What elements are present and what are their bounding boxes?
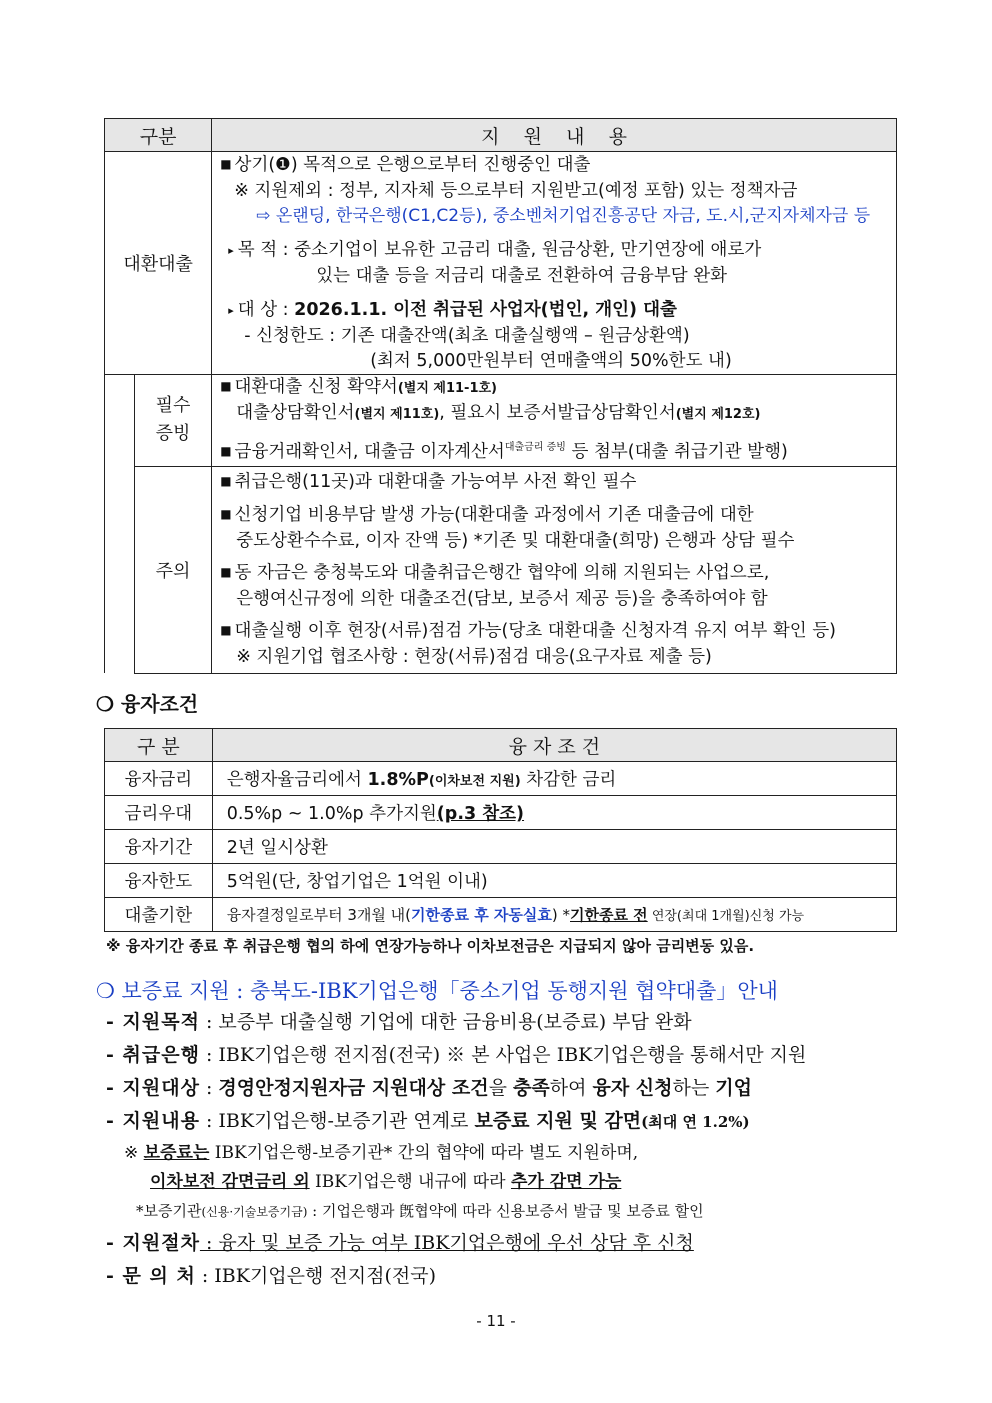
text-line: 있는 대출 등을 저금리 대출로 전환하여 금융부담 완화	[316, 265, 728, 286]
item-text: 을	[488, 1077, 513, 1099]
row-label: 융자금리	[105, 762, 213, 796]
table-header-terms: 융 자 조 건	[212, 729, 896, 762]
row-content-pilsu: ■ 대환대출 신청 확약서(별지 제11-1호) 대출상담확인서(별지 제11호), 필요시 보증서발급상담확인서(별지 제12호) ■ 금융거래확인서, 대출금 이자계산서$^{대출금리 증빙}$ 등 첨부(대출 취급기관 발행)	[212, 375, 897, 467]
text-line: 상기(❶) 목적으로 은행으로부터 진행중인 대출	[234, 154, 591, 175]
text: 연장(최대 1개월)신청 가능	[647, 909, 805, 924]
row-content: 2년 일시상환	[212, 830, 896, 864]
row-label: 대출기한	[105, 898, 213, 932]
table-header-category: 구분	[105, 119, 212, 152]
text-line: ※ 지원제외 : 정부, 지자체 등으로부터 지원받고(예정 포함) 있는 정책자금	[234, 180, 798, 201]
text-line: 등 첨부(대출 취급기관 발행)	[565, 441, 788, 462]
item-text-bold: 융자 신청	[592, 1077, 673, 1099]
item-text: 하여	[549, 1077, 593, 1099]
row-content	[212, 762, 896, 796]
text-line: ⇨ 온랜딩, 한국은행(C1,C2등), 중소벤처기업진흥공단 자금, 도.시,군지자체자금 등	[256, 205, 871, 226]
row-content	[212, 898, 896, 932]
row-label: 융자기간	[105, 830, 213, 864]
row-content-daehwan: ■ 상기(❶) 목적으로 은행으로부터 진행중인 대출 ※ 지원제외 : 정부, 지자체 등으로부터 지원받고(예정 포함) 있는 정책자금 ⇨ 온랜딩, 한국은행(C1,C2등), 중소벤처기업진흥공단 자금, 도.시,군지자체자금 등 ▸ 목 적 : 중소기업이 보유한 고금리 대출, 원금상환, 만기연장에 애로가 있는 대출 등을 저금리 대출로 전환하여 금융부담 완화 ▸ 대 상 : 2026.1.1. 이전 취급된 사업자(법인, 개인) 대출 - 신청한도 : 기존 대출잔액(최초 대출실행액 – 원금상환액) (최저 5,000만원부터 연매출액의 50%한도 내)	[212, 152, 897, 375]
item-label: - 지원목적	[106, 1011, 200, 1033]
table-header-content: 지 원 내 용	[212, 119, 897, 152]
text-line-bold: (별지 제12호)	[675, 407, 761, 422]
text-line-bold: 2026.1.1. 이전 취급된 사업자(법인, 개인) 대출	[294, 299, 677, 320]
note-text-bold: 이차보전 감면금리 외	[150, 1172, 310, 1192]
item-text: : 보증부 대출실행 기업에 대한 금융비용(보증료) 부담 완화	[199, 1011, 692, 1033]
text-line-bold: (별지 제11-1호)	[397, 381, 498, 396]
row-label: 금리우대	[105, 796, 213, 830]
row-content-juui: ■ 취급은행(11곳)과 대환대출 가능여부 사전 확인 필수 ■ 신청기업 비용부담 발생 가능(대환대출 과정에서 기존 대출금에 대한 중도상환수수료, 이자 잔액 등) *기존 및 대환대출(희망) 은행과 상담 필수 ■ 동 자금은 충청북도와 대출취급은행간 협약에 의해 지원되는 사업으로, 은행여신규정에 의한 대출조건(담보, 보증서 제공 등)을 충족하여야 함 ■ 대출실행 이후 현장(서류)점검 가능(당초 대환대출 신청자격 유지 여부 확인 등) ※ 지원기업 협조사항 : 현장(서류)점검 대응(요구자료 제출 등)	[212, 466, 897, 673]
text-bold: (p.3 참조)	[436, 804, 525, 824]
text-line: - 신청한도 : 기존 대출잔액(최초 대출실행액 – 원금상환액)	[244, 325, 690, 346]
item-label: - 지원내용	[106, 1110, 200, 1132]
superscript: 대출금리 증빙	[504, 442, 566, 453]
loan-terms-table	[104, 728, 897, 932]
note-text: (신용·기술보증기금)	[201, 1205, 308, 1219]
text-line: 취급은행(11곳)과 대환대출 가능여부 사전 확인 필수	[234, 471, 637, 492]
text-line: 대환대출 신청 확약서	[234, 377, 398, 397]
item-text-bold: (최대 연 1.2%)	[641, 1113, 750, 1131]
loan-terms-note: ※ 융자기간 종료 후 취급은행 협의 하에 연장가능하나 이차보전금은 지급되지 않아 금리변동 있음.	[106, 937, 755, 955]
text-line: 목 적 : 중소기업이 보유한 고금리 대출, 원금상환, 만기연장에 애로가	[237, 239, 762, 260]
text-bold: 1.8%P	[367, 770, 429, 790]
note-text-bold: 추가 감면 가능	[510, 1172, 622, 1192]
item-text-bold: 보증료 지원 및 감면	[474, 1110, 642, 1132]
row-label-pilsu: 필수 증빙	[134, 375, 211, 467]
text-bold: 기한종료 후 자동실효	[411, 906, 552, 924]
section-title-loan-terms: ❍ 융자조건	[96, 692, 199, 716]
text: 차감한 금리	[520, 770, 617, 790]
note-text: : 기업은행과 旣협약에 따라 신용보증서 발급 및 보증료 할인	[307, 1202, 704, 1220]
indent-cell	[105, 375, 135, 674]
text-line: 신청기업 비용부담 발생 가능(대환대출 과정에서 기존 대출금에 대한	[234, 504, 754, 525]
item-text-bold: 경영안정지원자금 지원대상 조건	[218, 1077, 489, 1099]
row-content	[212, 796, 896, 830]
text: 융자결정일로부터 3개월 내(	[226, 906, 412, 924]
item-label: - 취급은행	[106, 1044, 200, 1066]
row-content: 5억원(단, 창업기업은 1억원 이내)	[212, 864, 896, 898]
text-line: (최저 5,000만원부터 연매출액의 50%한도 내)	[370, 350, 732, 371]
text-bold: 기한종료 전	[570, 906, 648, 924]
item-text: :	[199, 1077, 219, 1099]
note-text: *보증기관	[136, 1202, 202, 1220]
note-text: ※	[124, 1143, 144, 1163]
item-text-bold: 충족	[513, 1077, 550, 1099]
note-text: IBK기업은행-보증기관* 간의 협약에 따라 별도 지원하며,	[209, 1143, 639, 1163]
text-line: 금융거래확인서, 대출금 이자계산서	[234, 441, 505, 462]
text-line: 동 자금은 충청북도와 대출취급은행간 협약에 의해 지원되는 사업으로,	[234, 562, 770, 583]
note-text-bold: 보증료는	[143, 1143, 210, 1163]
item-text: : 융자 및 보증 가능 여부 IBK기업은행에 우선 상담 후 신청	[199, 1232, 694, 1254]
support-table	[104, 118, 897, 674]
text-line: 대출상담확인서	[236, 403, 355, 423]
row-label-juui: 주의	[134, 466, 211, 673]
text-line: 대 상 :	[237, 299, 295, 320]
section-title-guarantee: ❍ 보증료 지원 : 충북도-IBK기업은행「중소기업 동행지원 협약대출」안내	[96, 979, 778, 1003]
item-text-bold: 기업	[715, 1077, 752, 1099]
row-label-daehwan: 대환대출	[105, 152, 212, 375]
text-line: 은행여신규정에 의한 대출조건(담보, 보증서 제공 등)을 충족하여야 함	[236, 588, 768, 609]
text-line: 중도상환수수료, 이자 잔액 등) *기존 및 대환대출(희망) 은행과 상담 필수	[236, 530, 795, 551]
note-text: IBK기업은행 내규에 따라	[309, 1172, 511, 1192]
row-label: 융자한도	[105, 864, 213, 898]
text: 0.5%p ~ 1.0%p 추가지원	[226, 804, 437, 824]
item-label: - 문 의 처	[106, 1265, 196, 1287]
text: ) *	[551, 906, 570, 924]
table-header-category: 구 분	[105, 729, 213, 762]
page-number: - 11 -	[476, 1312, 516, 1330]
guarantee-list	[106, 1006, 806, 1293]
item-text: : IBK기업은행-보증기관 연계로	[199, 1110, 475, 1132]
text-bold: (이차보전 지원)	[428, 774, 521, 789]
text-line: , 필요시 보증서발급상담확인서	[439, 403, 676, 423]
text: 은행자율금리에서	[226, 770, 368, 790]
item-text: 하는	[672, 1077, 716, 1099]
text-line: 대출실행 이후 현장(서류)점검 가능(당초 대환대출 신청자격 유지 여부 확인 등)	[234, 620, 836, 641]
item-text: : IBK기업은행 전지점(전국)	[195, 1265, 436, 1287]
text-line: ※ 지원기업 협조사항 : 현장(서류)점검 대응(요구자료 제출 등)	[236, 646, 712, 667]
item-text: : IBK기업은행 전지점(전국) ※ 본 사업은 IBK기업은행을 통해서만 지원	[199, 1044, 807, 1066]
item-label: - 지원대상	[106, 1077, 200, 1099]
text-line-bold: (별지 제11호)	[354, 407, 440, 422]
item-label: - 지원절차	[106, 1232, 200, 1254]
